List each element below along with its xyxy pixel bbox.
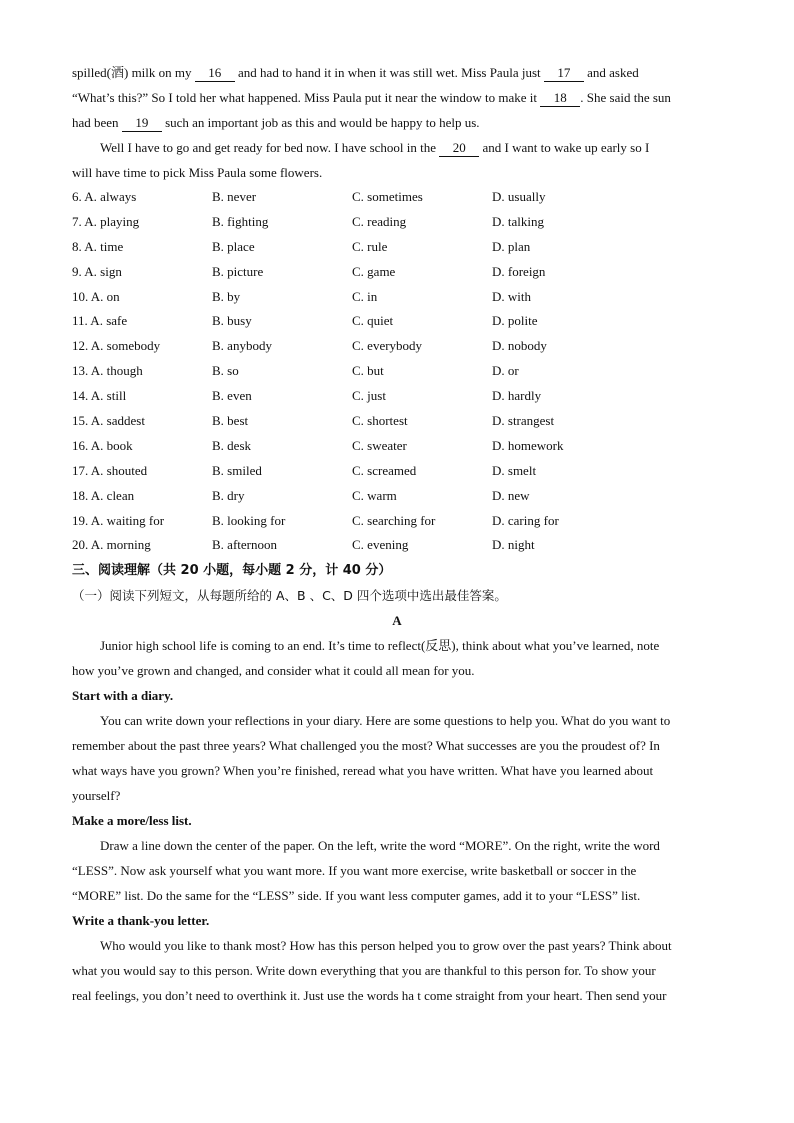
blank-19: 19 [122, 115, 162, 132]
paragraph-line: “LESS”. Now ask yourself what you want more. If you want more exercise, write basketball or soccer in the [72, 863, 637, 879]
paragraph-line: “MORE” list. Do the same for the “LESS” side. If you want less computer games, add it to your “LESS” list. [72, 888, 641, 904]
paragraph-line: how you’ve grown and changed, and consider what it could all mean for you. [72, 663, 475, 679]
passage-line: will have time to pick Miss Paula some flowers. [72, 165, 323, 180]
blank-17: 17 [544, 65, 584, 82]
blank-18: 18 [540, 90, 580, 107]
option-row: 20. A. morning B. afternoon C. evening D. night [72, 537, 535, 553]
subheading: Write a thank-you letter. [72, 913, 210, 929]
blank-20: 20 [439, 140, 479, 157]
option-row: 7. A. playing B. fighting C. reading D. talking [72, 213, 544, 229]
paragraph-line: You can write down your reflections in your diary. Here are some questions to help you. What do you want to [100, 713, 671, 729]
subheading: Start with a diary. [72, 688, 174, 704]
section-instructions: （一）阅读下列短文，从每题所给的 A、B 、C、D 四个选项中选出最佳答案。 [72, 588, 507, 604]
blank-16: 16 [195, 65, 235, 82]
option-row: 10. A. on B. by C. in D. with [72, 288, 531, 304]
options-list [72, 185, 722, 558]
passage-line: had been 19 such an important job as this and would be happy to help us. [72, 115, 480, 130]
subheading: Make a more/less list. [72, 813, 192, 829]
document-page [72, 60, 722, 1008]
option-row: 13. A. though B. so C. but D. or [72, 363, 519, 379]
paragraph-line: real feelings, you don’t need to overthink it. Just use the words ha t come straight from your heart. Then send your [72, 988, 667, 1004]
paragraph-line: Junior high school life is coming to an end. It’s time to reflect(反思), think about what you’ve learned, note [100, 638, 660, 654]
paragraph-line: what ways have you grown? When you’re finished, reread what you have written. What have you learned about [72, 763, 654, 779]
passage-line: spilled(酒) milk on my 16 and had to hand it in when it was still wet. Miss Paula just 17 and asked [72, 65, 639, 80]
option-row: 12. A. somebody B. anybody C. everybody D. nobody [72, 338, 547, 354]
option-row: 18. A. clean B. dry C. warm D. new [72, 487, 530, 503]
paragraph-line: yourself? [72, 788, 121, 804]
passage-line: “What’s this?” So I told her what happened. Miss Paula put it near the window to make it 18 . She said the sun [72, 90, 671, 105]
paragraph-line: what you would say to this person. Write down everything that you are thankful to this person for. To show your [72, 963, 656, 979]
option-row: 14. A. still B. even C. just D. hardly [72, 388, 542, 404]
option-row: 11. A. safe B. busy C. quiet D. polite [72, 313, 538, 329]
paragraph-line: Who would you like to thank most? How has this person helped you to grow over the past years? Think about [100, 938, 672, 954]
passage-label: A [392, 613, 402, 629]
option-row: 9. A. sign B. picture C. game D. foreign [72, 263, 546, 279]
paragraph-line: remember about the past three years? What challenged you the most? What successes are you the proudest of? In [72, 738, 660, 754]
passage-line: Well I have to go and get ready for bed now. I have school in the 20 and I want to wake up early so I [100, 140, 650, 155]
option-row: 16. A. book B. desk C. sweater D. homework [72, 437, 564, 453]
option-row: 17. A. shouted B. smiled C. screamed D. smelt [72, 462, 537, 478]
option-row: 15. A. saddest B. best C. shortest D. strangest [72, 413, 555, 429]
section-heading: 三、阅读理解（共 20 小题，每小题 2 分，计 40 分） [72, 563, 392, 579]
paragraph-line: Draw a line down the center of the paper. On the left, write the word “MORE”. On the right, write the word [100, 838, 660, 854]
option-row: 6. A. always B. never C. sometimes D. usually [72, 189, 546, 204]
option-row: 19. A. waiting for B. looking for C. searching for D. caring for [72, 512, 559, 528]
option-row: 8. A. time B. place C. rule D. plan [72, 238, 531, 254]
